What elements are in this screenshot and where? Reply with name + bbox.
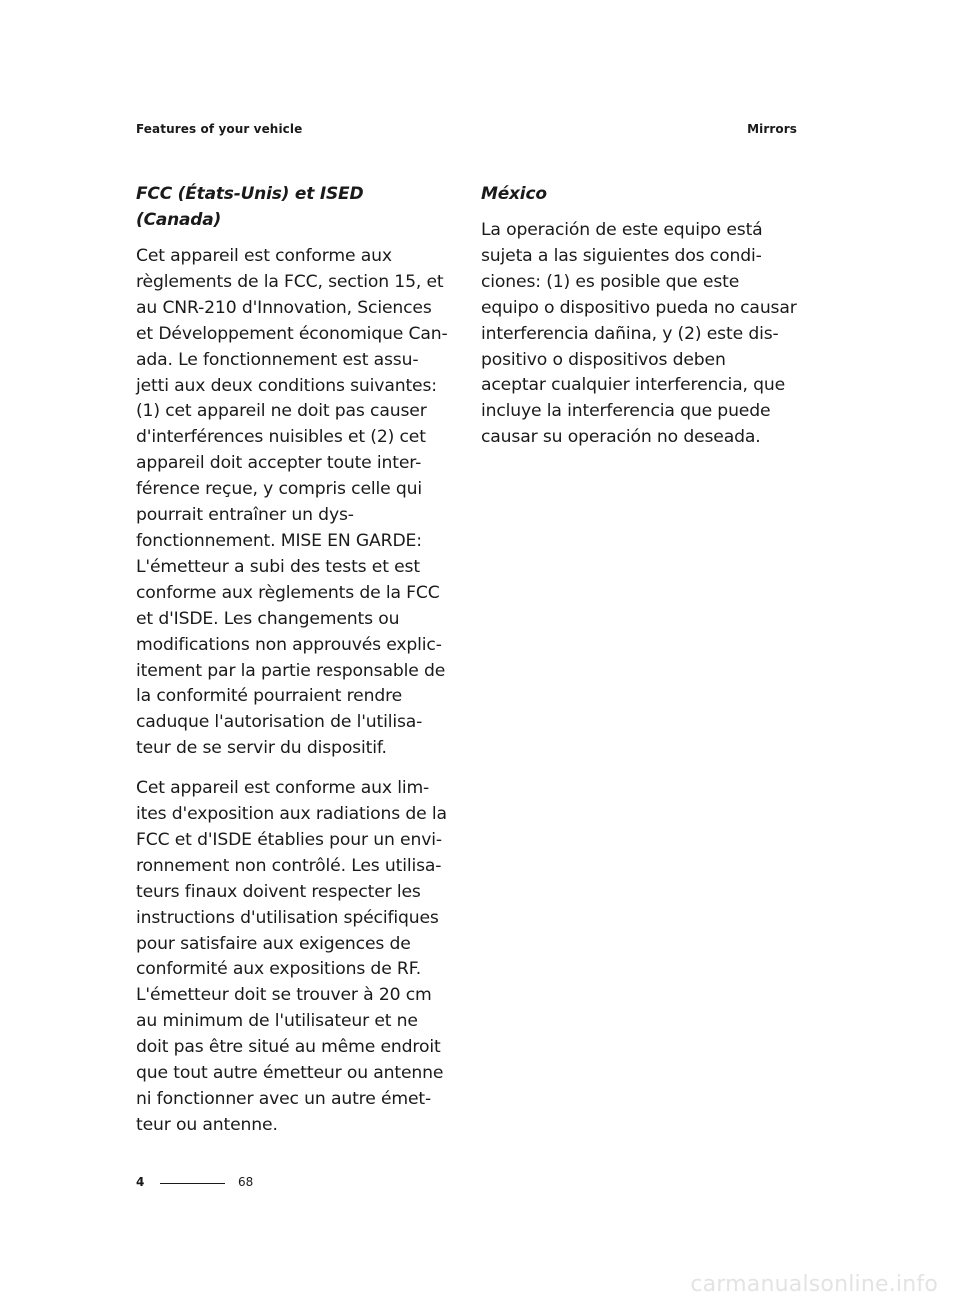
text-line: positivo o dispositivos deben — [481, 349, 726, 370]
text-line: fonctionnement. MISE EN GARDE: — [136, 530, 422, 551]
text-line: Cet appareil est conforme aux — [136, 246, 392, 266]
text-line: instructions d'utilisation spécifiques — [136, 907, 439, 928]
text-line: pour satisfaire aux exigences de — [136, 933, 411, 954]
text-line: la conformité pourraient rendre — [136, 686, 403, 707]
text-line: ciones: (1) es posible que este — [481, 271, 740, 292]
mexico-heading: México — [481, 184, 547, 204]
text-line: caduque l'autorisation de l'utilisa- — [136, 712, 423, 733]
page-number: 68 — [238, 1175, 254, 1189]
fcc-ised-paragraph-2 — [136, 776, 454, 1139]
right-column — [481, 181, 801, 465]
left-column — [136, 181, 454, 1153]
text-line: L'émetteur doit se trouver à 20 cm — [136, 985, 432, 1006]
fcc-ised-paragraph-1 — [136, 244, 454, 762]
text-line: equipo o dispositivo pueda no causar — [481, 297, 797, 318]
text-line: itement par la partie responsable de — [136, 660, 446, 681]
text-line: ronnement non contrôlé. Les utilisa- — [136, 855, 442, 876]
text-line: appareil doit accepter toute inter- — [136, 453, 422, 474]
chapter-number: 4 — [136, 1175, 145, 1189]
text-line: causar su operación no deseada. — [481, 427, 761, 448]
text-line: au minimum de l'utilisateur et ne — [136, 1011, 418, 1032]
text-line: teurs finaux doivent respecter les — [136, 881, 421, 902]
text-line: interferencia dañina, y (2) este dis- — [481, 323, 779, 344]
text-line: incluye la interferencia que puede — [481, 401, 771, 422]
text-line: et d'ISDE. Les changements ou — [136, 608, 400, 629]
text-line: ni fonctionner avec un autre émet- — [136, 1089, 432, 1109]
text-line: conformité aux expositions de RF. — [136, 959, 422, 980]
text-line: teur ou antenne. — [136, 1114, 278, 1135]
text-line: FCC et d'ISDE établies pour un envi- — [136, 829, 442, 850]
text-line: sujeta a las siguientes dos condi- — [481, 245, 762, 266]
text-line: que tout autre émetteur ou antenne — [136, 1063, 444, 1084]
text-line: teur de se servir du dispositif. — [136, 738, 387, 759]
running-header-topic: Mirrors — [747, 122, 797, 136]
mexico-paragraph — [481, 218, 801, 451]
text-line: Cet appareil est conforme aux lim- — [136, 778, 430, 799]
text-line: ada. Le fonctionnement est assu- — [136, 349, 419, 370]
text-line: conforme aux règlements de la FCC — [136, 582, 440, 603]
text-line: L'émetteur a subi des tests et est — [136, 556, 420, 577]
running-header-section: Features of your vehicle — [136, 122, 303, 136]
fcc-ised-heading: FCC (États-Unis) et ISED (Canada) — [136, 184, 364, 230]
text-line: férence reçue, y compris celle qui — [136, 479, 422, 500]
text-line: règlements de la FCC, section 15, et — [136, 271, 444, 292]
text-line: (1) cet appareil ne doit pas causer — [136, 401, 427, 422]
text-line: doit pas être situé au même endroit — [136, 1037, 441, 1058]
text-line: ites d'exposition aux radiations de la — [136, 804, 447, 825]
text-line: et Développement économique Can- — [136, 323, 448, 344]
text-line: La operación de este equipo está — [481, 220, 763, 240]
footer-divider — [160, 1183, 225, 1184]
watermark: carmanualsonline.info — [690, 1272, 938, 1297]
text-line: pourrait entraîner un dys- — [136, 505, 354, 526]
page-footer — [136, 1175, 260, 1193]
text-line: aceptar cualquier interferencia, que — [481, 375, 786, 396]
text-line: modifications non approuvés explic- — [136, 634, 442, 655]
text-line: jetti aux deux conditions suivantes: — [136, 375, 437, 396]
text-line: au CNR-210 d'Innovation, Sciences — [136, 297, 432, 318]
text-line: d'interférences nuisibles et (2) cet — [136, 427, 426, 448]
